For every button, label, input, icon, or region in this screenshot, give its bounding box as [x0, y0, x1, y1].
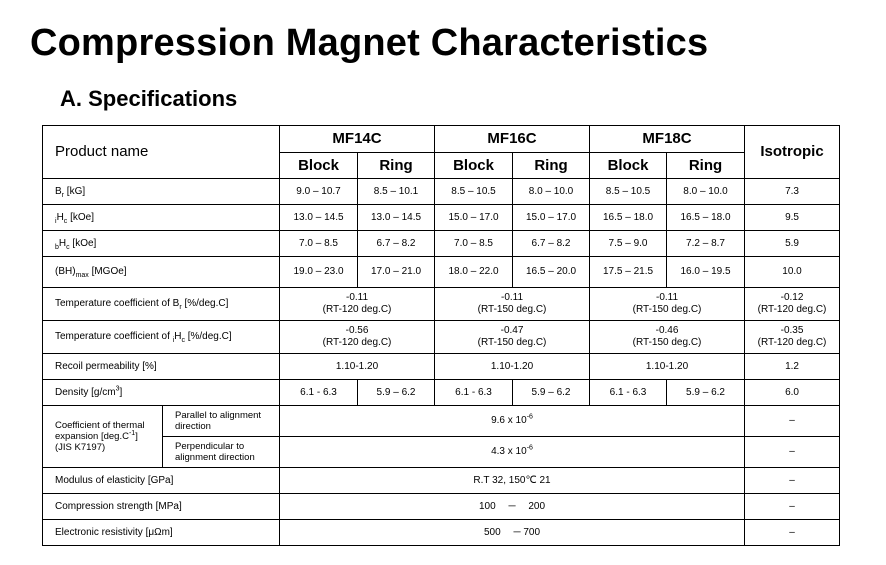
cell-value: 7.5 – 9.0: [590, 231, 667, 257]
cell-value: 500 ─ 700: [280, 520, 745, 546]
label-thermal-expansion: Coefficient of thermal expansion $[deg.C^{-1}]$ (JIS K7197): [43, 406, 163, 468]
header-mf14c-ring: Ring: [358, 153, 435, 179]
cell-value: 16.5 – 18.0: [667, 205, 745, 231]
row-bhc: [43, 231, 840, 257]
page-title: Compression Magnet Characteristics: [30, 22, 709, 64]
cell-value: -0.47 (RT-150 deg.C): [435, 321, 590, 354]
cell-value: 13.0 – 14.5: [358, 205, 435, 231]
cell-value: 7.2 – 8.7: [667, 231, 745, 257]
row-temp-coef-ihc: [43, 321, 840, 354]
header-product-name: Product name: [43, 126, 280, 179]
row-br: [43, 179, 840, 205]
cell-value: -0.11 (RT-150 deg.C): [590, 288, 745, 321]
row-thermal-parallel: [43, 406, 840, 437]
label-br: $B_r$ [kG]: [43, 179, 280, 205]
cell-value: –: [745, 437, 840, 468]
cell-value: 1.10-1.20: [280, 354, 435, 380]
row-bhmax: [43, 257, 840, 288]
cell-value: 19.0 – 23.0: [280, 257, 358, 288]
cell-value: 5.9 – 6.2: [358, 380, 435, 406]
header-mf16c: MF16C: [435, 126, 590, 153]
cell-value: 16.0 – 19.5: [667, 257, 745, 288]
label-bhmax: $(BH)_{max}$ [MGOe]: [43, 257, 280, 288]
cell-value: R.T 32, 150℃ 21: [280, 468, 745, 494]
cell-value: 16.5 – 20.0: [513, 257, 590, 288]
cell-value: 18.0 – 22.0: [435, 257, 513, 288]
cell-value: 6.1 - 6.3: [590, 380, 667, 406]
label-bhc: $_bH_c$ [kOe]: [43, 231, 280, 257]
specifications-table: [42, 125, 840, 546]
cell-value: 9.6 x $10^{-6}$: [280, 406, 745, 437]
cell-value: 5.9 – 6.2: [513, 380, 590, 406]
cell-value: –: [745, 406, 840, 437]
cell-value: 16.5 – 18.0: [590, 205, 667, 231]
header-row-groups: [43, 126, 840, 153]
cell-value: 15.0 – 17.0: [513, 205, 590, 231]
cell-value: 8.0 – 10.0: [513, 179, 590, 205]
row-compression: [43, 494, 840, 520]
cell-value: 7.3: [745, 179, 840, 205]
cell-value: 9.5: [745, 205, 840, 231]
cell-value: -0.35 (RT-120 deg.C): [745, 321, 840, 354]
row-thermal-perpendicular: [43, 437, 840, 468]
cell-value: 7.0 – 8.5: [435, 231, 513, 257]
cell-value: 1.2: [745, 354, 840, 380]
cell-value: 6.1 - 6.3: [435, 380, 513, 406]
cell-value: -0.12 (RT-120 deg.C): [745, 288, 840, 321]
cell-value: 1.10-1.20: [435, 354, 590, 380]
header-mf14c-block: Block: [280, 153, 358, 179]
row-recoil: [43, 354, 840, 380]
label-compression: Compression strength [MPa]: [43, 494, 280, 520]
row-modulus: [43, 468, 840, 494]
cell-value: 6.0: [745, 380, 840, 406]
row-resistivity: [43, 520, 840, 546]
row-temp-coef-br: [43, 288, 840, 321]
cell-value: 8.0 – 10.0: [667, 179, 745, 205]
cell-value: 5.9: [745, 231, 840, 257]
header-mf14c: MF14C: [280, 126, 435, 153]
label-resistivity: Electronic resistivity [μΩm]: [43, 520, 280, 546]
row-ihc: [43, 205, 840, 231]
cell-value: 10.0: [745, 257, 840, 288]
cell-value: -0.11 (RT-150 deg.C): [435, 288, 590, 321]
cell-value: –: [745, 468, 840, 494]
cell-value: 15.0 – 17.0: [435, 205, 513, 231]
cell-value: 9.0 – 10.7: [280, 179, 358, 205]
label-modulus: Modulus of elasticity [GPa]: [43, 468, 280, 494]
label-perpendicular-alignment: Perpendicular to alignment direction: [163, 437, 280, 468]
cell-value: 6.1 - 6.3: [280, 380, 358, 406]
cell-value: 4.3 x $10^{-6}$: [280, 437, 745, 468]
cell-value: 8.5 – 10.5: [435, 179, 513, 205]
header-mf18c-block: Block: [590, 153, 667, 179]
cell-value: 5.9 – 6.2: [667, 380, 745, 406]
header-mf16c-ring: Ring: [513, 153, 590, 179]
cell-value: 17.5 – 21.5: [590, 257, 667, 288]
cell-value: 100 ─ 200: [280, 494, 745, 520]
cell-value: 1.10-1.20: [590, 354, 745, 380]
cell-value: –: [745, 520, 840, 546]
cell-value: 17.0 – 21.0: [358, 257, 435, 288]
header-isotropic: Isotropic: [745, 126, 840, 179]
label-temp-coef-br: Temperature coefficient of $B_r$ [%/deg.C]: [43, 288, 280, 321]
cell-value: 6.7 – 8.2: [358, 231, 435, 257]
label-parallel-alignment: Parallel to alignment direction: [163, 406, 280, 437]
header-mf18c-ring: Ring: [667, 153, 745, 179]
section-subtitle: A. Specifications: [60, 86, 238, 111]
row-density: [43, 380, 840, 406]
header-mf16c-block: Block: [435, 153, 513, 179]
cell-value: 7.0 – 8.5: [280, 231, 358, 257]
cell-value: 6.7 – 8.2: [513, 231, 590, 257]
cell-value: 8.5 – 10.5: [590, 179, 667, 205]
label-density: Density $[g/cm^3]$: [43, 380, 280, 406]
cell-value: 8.5 – 10.1: [358, 179, 435, 205]
label-ihc: $_iH_c$ [kOe]: [43, 205, 280, 231]
cell-value: -0.56 (RT-120 deg.C): [280, 321, 435, 354]
cell-value: 13.0 – 14.5: [280, 205, 358, 231]
cell-value: –: [745, 494, 840, 520]
cell-value: -0.46 (RT-150 deg.C): [590, 321, 745, 354]
cell-value: -0.11 (RT-120 deg.C): [280, 288, 435, 321]
label-temp-coef-ihc: Temperature coefficient of $_iH_c$ [%/deg.C]: [43, 321, 280, 354]
label-recoil: Recoil permeability [%]: [43, 354, 280, 380]
header-mf18c: MF18C: [590, 126, 745, 153]
